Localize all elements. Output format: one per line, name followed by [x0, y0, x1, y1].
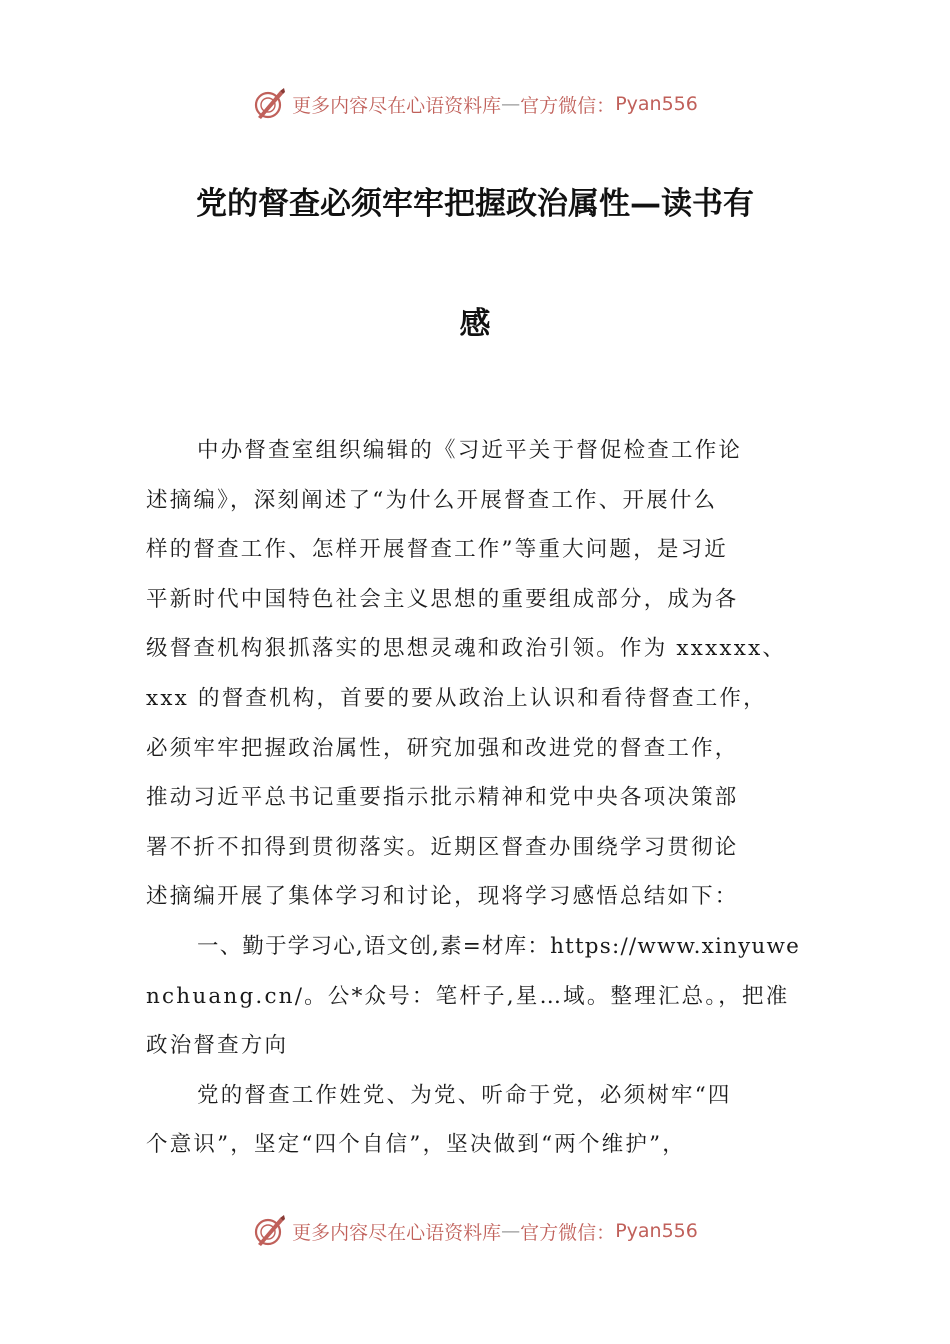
section-heading-line: 一、勤于学习心,语文创,素=材库：https://www.xinyuwe — [197, 933, 800, 959]
watermark-label: 官方微信： — [520, 94, 616, 117]
watermark-text: 更多内容尽在心语资料库 — [292, 94, 502, 117]
body-line: 推动习近平总书记重要指示批示精神和党中央各项决策部 — [146, 785, 739, 811]
section-heading-line: nchuang.cn/。公*众号：笔杆子,星…域。整理汇总。，把准 — [146, 983, 790, 1009]
body-line: 个意识”，坚定“四个自信”，坚决做到“两个维护”， — [146, 1132, 686, 1158]
header-watermark — [0, 84, 950, 124]
document-title-line-2: 感 — [459, 306, 491, 342]
section-heading-line: 政治督查方向 — [146, 1033, 289, 1059]
watermark-label: 官方微信： — [520, 1221, 616, 1244]
body-line: 样的督查工作、怎样开展督查工作”等重大问题，是习近 — [146, 537, 728, 563]
document-title-line-1: 党的督查必须牢牢把握政治属性—读书有 — [196, 186, 754, 222]
body-line: 述摘编》，深刻阐述了“为什么开展督查工作、开展什么 — [146, 487, 718, 513]
body-line: xxx 的督查机构，首要的要从政治上认识和看待督查工作， — [146, 685, 767, 711]
footer-watermark — [0, 1211, 950, 1251]
body-line: 署不折不扣得到贯彻落实。近期区督查办围绕学习贯彻论 — [146, 834, 739, 860]
body-line: 述摘编开展了集体学习和讨论，现将学习感悟总结如下： — [146, 884, 739, 910]
pen-logo-icon — [252, 1214, 286, 1248]
body-line: 中办督查室组织编辑的《习近平关于督促检查工作论 — [197, 438, 743, 463]
body-line: 平新时代中国特色社会主义思想的重要组成部分，成为各 — [146, 586, 739, 612]
watermark-id: Pyan556 — [615, 93, 698, 115]
body-line: 级督查机构狠抓落实的思想灵魂和政治引领。作为 xxxxxx、 — [146, 636, 787, 662]
watermark-separator: — — [501, 93, 521, 115]
watermark-text: 更多内容尽在心语资料库 — [292, 1221, 502, 1244]
pen-logo-icon — [252, 87, 286, 121]
watermark-separator: — — [501, 1220, 521, 1242]
body-line: 党的督查工作姓党、为党、听命于党，必须树牢“四 — [197, 1082, 732, 1108]
document-body — [146, 426, 806, 1170]
body-line: 必须牢牢把握政治属性，研究加强和改进党的督查工作， — [146, 735, 739, 761]
watermark-id: Pyan556 — [615, 1220, 698, 1242]
